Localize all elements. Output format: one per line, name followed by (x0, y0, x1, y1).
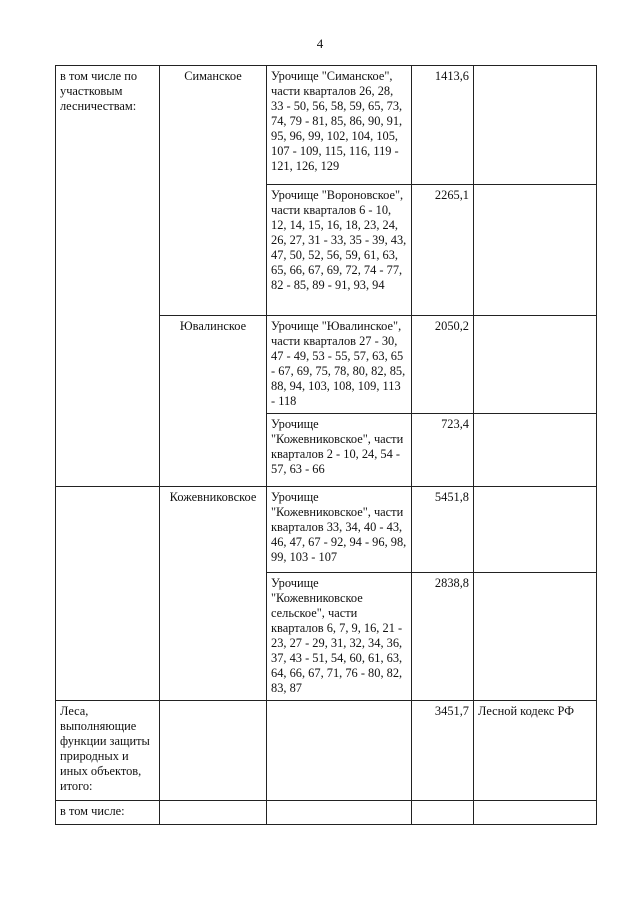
group-name: Кожевниковское (160, 487, 267, 701)
row-basis (474, 316, 597, 414)
total-basis: Лесной кодекс РФ (474, 701, 597, 801)
row-description: Урочище "Кожевниковское", части кварталов 33, 34, 40 - 43, 46, 47, 67 - 92, 94 - 96, 98, 99, 103 - 107 (267, 487, 412, 573)
row-area: 5451,8 (412, 487, 474, 573)
empty-cell (474, 801, 597, 825)
row-description: Урочище "Ювалинское", части кварталов 27 - 30, 47 - 49, 53 - 55, 57, 63, 65 - 67, 69, 75, 78, 80, 82, 85, 88, 94, 103, 108, 109, 113 - 118 (267, 316, 412, 414)
empty-cell (412, 801, 474, 825)
empty-cell (267, 801, 412, 825)
row-basis (474, 66, 597, 185)
group-name: Симанское (160, 66, 267, 316)
row-description: Урочище "Кожевниковское", части кварталов 2 - 10, 24, 54 - 57, 63 - 66 (267, 414, 412, 487)
table-row (56, 487, 597, 573)
row-basis (474, 487, 597, 573)
row-area: 2265,1 (412, 185, 474, 316)
page-number: 4 (316, 36, 324, 51)
empty-cell (160, 701, 267, 801)
empty-cell (56, 487, 160, 701)
group-name: Ювалинское (160, 316, 267, 487)
row-area: 723,4 (412, 414, 474, 487)
row-description: Урочище "Симанское", части кварталов 26, 28, 33 - 50, 56, 58, 59, 65, 73, 74, 79 - 81, 85, 86, 90, 91, 95, 96, 99, 102, 104, 105, 107 - 109, 115, 116, 119 - 121, 126, 129 (267, 66, 412, 185)
intro-label: в том числе по участковым лесничествам: (56, 66, 160, 487)
forest-table (55, 65, 597, 825)
table-row (56, 66, 597, 185)
row-basis (474, 573, 597, 701)
including-label: в том числе: (56, 801, 160, 825)
row-description: Урочище "Вороновское", части кварталов 6 - 10, 12, 14, 15, 16, 18, 23, 24, 26, 27, 31 - 33, 35 - 39, 43, 47, 50, 52, 56, 59, 61, 63, 65, 66, 67, 69, 72, 74 - 77, 82 - 85, 89 - 91, 93, 94 (267, 185, 412, 316)
total-row (56, 701, 597, 801)
row-basis (474, 414, 597, 487)
row-area: 2050,2 (412, 316, 474, 414)
row-area: 1413,6 (412, 66, 474, 185)
row-basis (474, 185, 597, 316)
empty-cell (267, 701, 412, 801)
total-area: 3451,7 (412, 701, 474, 801)
row-description: Урочище "Кожевниковское сельское", части кварталов 6, 7, 9, 16, 21 - 23, 27 - 29, 31, 32, 34, 36, 37, 43 - 51, 54, 60, 61, 63, 64, 66, 67, 71, 76 - 80, 82, 83, 87 (267, 573, 412, 701)
total-label: Леса, выполняющие функции защиты природных и иных объектов, итого: (56, 701, 160, 801)
including-row (56, 801, 597, 825)
empty-cell (160, 801, 267, 825)
row-area: 2838,8 (412, 573, 474, 701)
